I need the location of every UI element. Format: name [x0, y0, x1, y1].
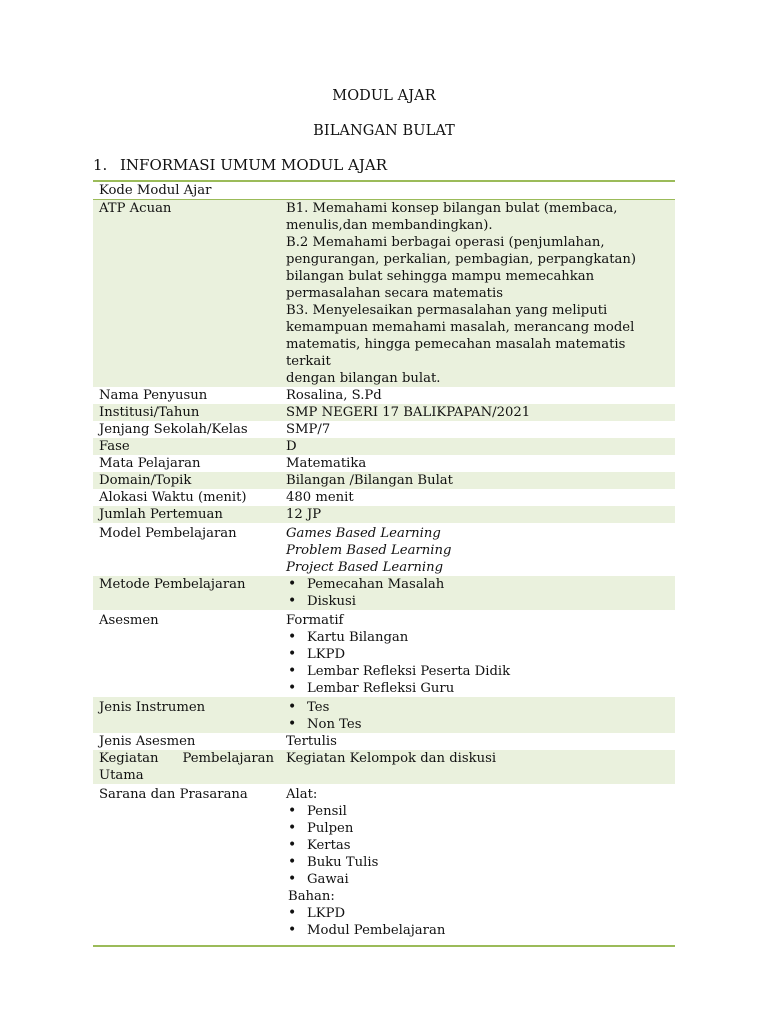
atp-line: B.2 Memahami berbagai operasi (penjumlahan, — [286, 235, 605, 250]
list-item: • Lembar Refleksi Peserta Didik — [286, 663, 669, 680]
atp-line: menulis,dan membandingkan). — [286, 218, 493, 233]
list-item: • Kertas — [286, 837, 669, 854]
alokasi-value: 480 menit — [286, 490, 354, 505]
table-row — [93, 200, 675, 388]
section-number: 1. — [93, 156, 108, 174]
metode-value — [280, 576, 675, 610]
section-heading — [93, 156, 387, 174]
list-item: • Kartu Bilangan — [286, 629, 669, 646]
table-row — [93, 733, 675, 750]
table-row — [93, 455, 675, 472]
kode-value — [280, 181, 675, 200]
jenis-asesmen-label: Jenis Asesmen — [99, 734, 196, 749]
list-item: • Buku Tulis — [286, 854, 669, 871]
fase-label: Fase — [93, 438, 280, 455]
atp-line: kemampuan memahami masalah, merancang model — [286, 320, 635, 335]
mapel-label: Mata Pelajaran — [99, 456, 201, 471]
list-item: • Pensil — [286, 803, 669, 820]
atp-line: dengan bilangan bulat. — [286, 371, 441, 386]
penyusun-label: Nama Penyusun — [99, 388, 208, 403]
table-row — [93, 610, 675, 697]
jenjang-value: SMP/7 — [286, 422, 331, 437]
table-row — [93, 784, 675, 946]
alokasi-label: Alokasi Waktu (menit) — [99, 490, 247, 505]
info-table — [93, 180, 675, 947]
penyusun-value: Rosalina, S.Pd — [286, 388, 382, 403]
table-row — [93, 506, 675, 523]
kegiatan-label — [93, 750, 280, 784]
atp-line: B3. Menyelesaikan permasalahan yang meliputi — [286, 303, 608, 318]
model-value — [280, 523, 675, 576]
atp-line: pengurangan, perkalian, pembagian, perpangkatan) — [286, 252, 636, 267]
section-title: INFORMASI UMUM MODUL AJAR — [120, 156, 388, 174]
table-row — [93, 697, 675, 733]
metode-list — [286, 576, 669, 610]
table-row — [93, 489, 675, 506]
table-row — [93, 387, 675, 404]
kegiatan-label-word: Kegiatan — [99, 751, 159, 766]
table-row — [93, 421, 675, 438]
kegiatan-label-word: Utama — [99, 768, 144, 783]
document-subtitle: BILANGAN BULAT — [313, 123, 455, 139]
sarana-label: Sarana dan Prasarana — [99, 787, 248, 802]
institusi-label: Institusi/Tahun — [93, 404, 280, 421]
list-item: • LKPD — [286, 905, 669, 922]
pertemuan-label: Jumlah Pertemuan — [93, 506, 280, 523]
atp-value — [280, 200, 675, 388]
instrumen-list — [286, 699, 669, 733]
model-item: Games Based Learning — [286, 526, 441, 541]
asesmen-heading: Formatif — [286, 613, 344, 628]
kegiatan-label-word: Pembelajaran — [182, 751, 274, 766]
atp-label: ATP Acuan — [93, 200, 280, 388]
asesmen-value — [280, 610, 675, 697]
bahan-list — [286, 905, 669, 939]
list-item: • Tes — [286, 699, 669, 716]
atp-line: permasalahan secara matematis — [286, 286, 503, 301]
table-row — [93, 404, 675, 421]
list-item: • Non Tes — [286, 716, 669, 733]
model-item: Project Based Learning — [286, 560, 444, 575]
domain-value: Bilangan /Bilangan Bulat — [280, 472, 675, 489]
jenjang-label: Jenjang Sekolah/Kelas — [99, 422, 248, 437]
institusi-value: SMP NEGERI 17 BALIKPAPAN/2021 — [280, 404, 675, 421]
table-row — [93, 523, 675, 576]
table-row — [93, 438, 675, 455]
table-row — [93, 750, 675, 784]
fase-value: D — [280, 438, 675, 455]
kegiatan-value: Kegiatan Kelompok dan diskusi — [280, 750, 675, 784]
list-item: • Pemecahan Masalah — [286, 576, 669, 593]
instrumen-label: Jenis Instrumen — [93, 697, 280, 733]
bahan-heading: Bahan: — [288, 889, 335, 904]
list-item: • Modul Pembelajaran — [286, 922, 669, 939]
model-label: Model Pembelajaran — [99, 526, 237, 541]
list-item: • Gawai — [286, 871, 669, 888]
atp-line: matematis, hingga pemecahan masalah matematis terkait — [286, 337, 626, 369]
list-item: • Pulpen — [286, 820, 669, 837]
kode-label: Kode Modul Ajar — [93, 181, 280, 200]
mapel-value: Matematika — [286, 456, 367, 471]
instrumen-value — [280, 697, 675, 733]
metode-label: Metode Pembelajaran — [93, 576, 280, 610]
asesmen-list — [286, 629, 669, 697]
table-row — [93, 472, 675, 489]
atp-line: bilangan bulat sehingga mampu memecahkan — [286, 269, 595, 284]
jenis-asesmen-value: Tertulis — [286, 734, 337, 749]
list-item: • Lembar Refleksi Guru — [286, 680, 669, 697]
asesmen-label: Asesmen — [99, 613, 159, 628]
alat-list — [286, 803, 669, 888]
table-row — [93, 181, 675, 200]
alat-heading: Alat: — [286, 787, 318, 802]
pertemuan-value: 12 JP — [280, 506, 675, 523]
kegiatan-label-line — [99, 750, 274, 767]
domain-label: Domain/Topik — [93, 472, 280, 489]
atp-line: B1. Memahami konsep bilangan bulat (membaca, — [286, 201, 618, 216]
document-title: MODUL AJAR — [332, 88, 436, 104]
model-item: Problem Based Learning — [286, 543, 452, 558]
table-row — [93, 576, 675, 610]
list-item: • Diskusi — [286, 593, 669, 610]
list-item: • LKPD — [286, 646, 669, 663]
sarana-value — [280, 784, 675, 946]
